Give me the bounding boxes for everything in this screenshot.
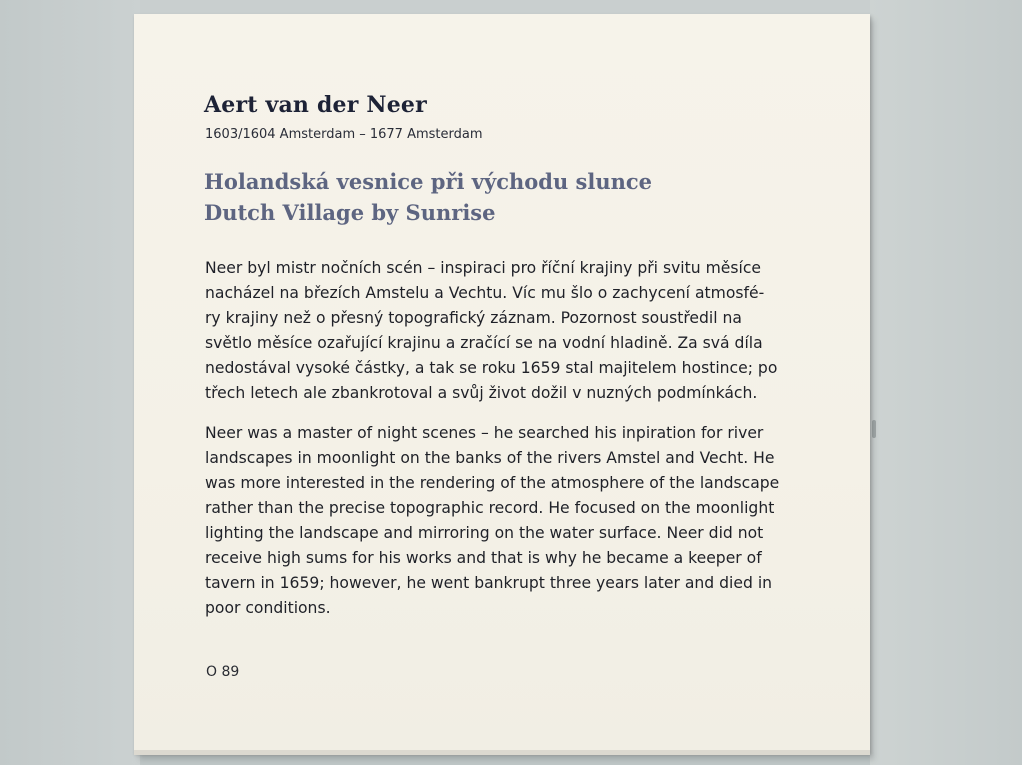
artwork-title-english: Dutch Village by Sunrise — [204, 200, 496, 225]
description-line: nacházel na březích Amstelu a Vechtu. Víc mu šlo o zachycení atmosfé- — [205, 284, 765, 302]
artwork-title-czech: Holandská vesnice při východu slunce — [204, 169, 653, 194]
description-line: lighting the landscape and mirroring on the water surface. Neer did not — [205, 524, 764, 542]
description-line: Neer was a master of night scenes – he searched his inpiration for river — [205, 424, 764, 442]
description-line: poor conditions. — [205, 599, 331, 617]
artist-name: Aert van der Neer — [204, 92, 427, 118]
description-line: Neer byl mistr nočních scén – inspiraci pro říční krajiny při svitu měsíce — [205, 259, 762, 277]
wall-right — [870, 0, 1022, 765]
description-line: ry krajiny než o přesný topografický záznam. Pozornost soustředil na — [205, 309, 742, 327]
description-line: nedostával vysoké částky, a tak se roku 1659 stal majitelem hostince; po — [205, 359, 778, 377]
label-card-edge — [134, 750, 870, 755]
description-line: třech letech ale zbankrotoval a svůj život dožil v nuzných podmínkách. — [205, 384, 758, 402]
description-line: rather than the precise topographic record. He focused on the moonlight — [205, 499, 775, 517]
artist-dates: 1603/1604 Amsterdam – 1677 Amsterdam — [205, 127, 483, 142]
description-line: receive high sums for his works and that is why he became a keeper of — [205, 549, 762, 567]
description-line: světlo měsíce ozařující krajinu a zračící se na vodní hladině. Za svá díla — [205, 334, 763, 352]
description-english — [205, 421, 815, 621]
description-czech — [205, 256, 815, 406]
description-line: tavern in 1659; however, he went bankrupt three years later and died in — [205, 574, 773, 592]
wall-left — [0, 0, 140, 765]
description-line: was more interested in the rendering of the atmosphere of the landscape — [205, 474, 780, 492]
inventory-number: O 89 — [206, 664, 240, 680]
description-line: landscapes in moonlight on the banks of the rivers Amstel and Vecht. He — [205, 449, 775, 467]
